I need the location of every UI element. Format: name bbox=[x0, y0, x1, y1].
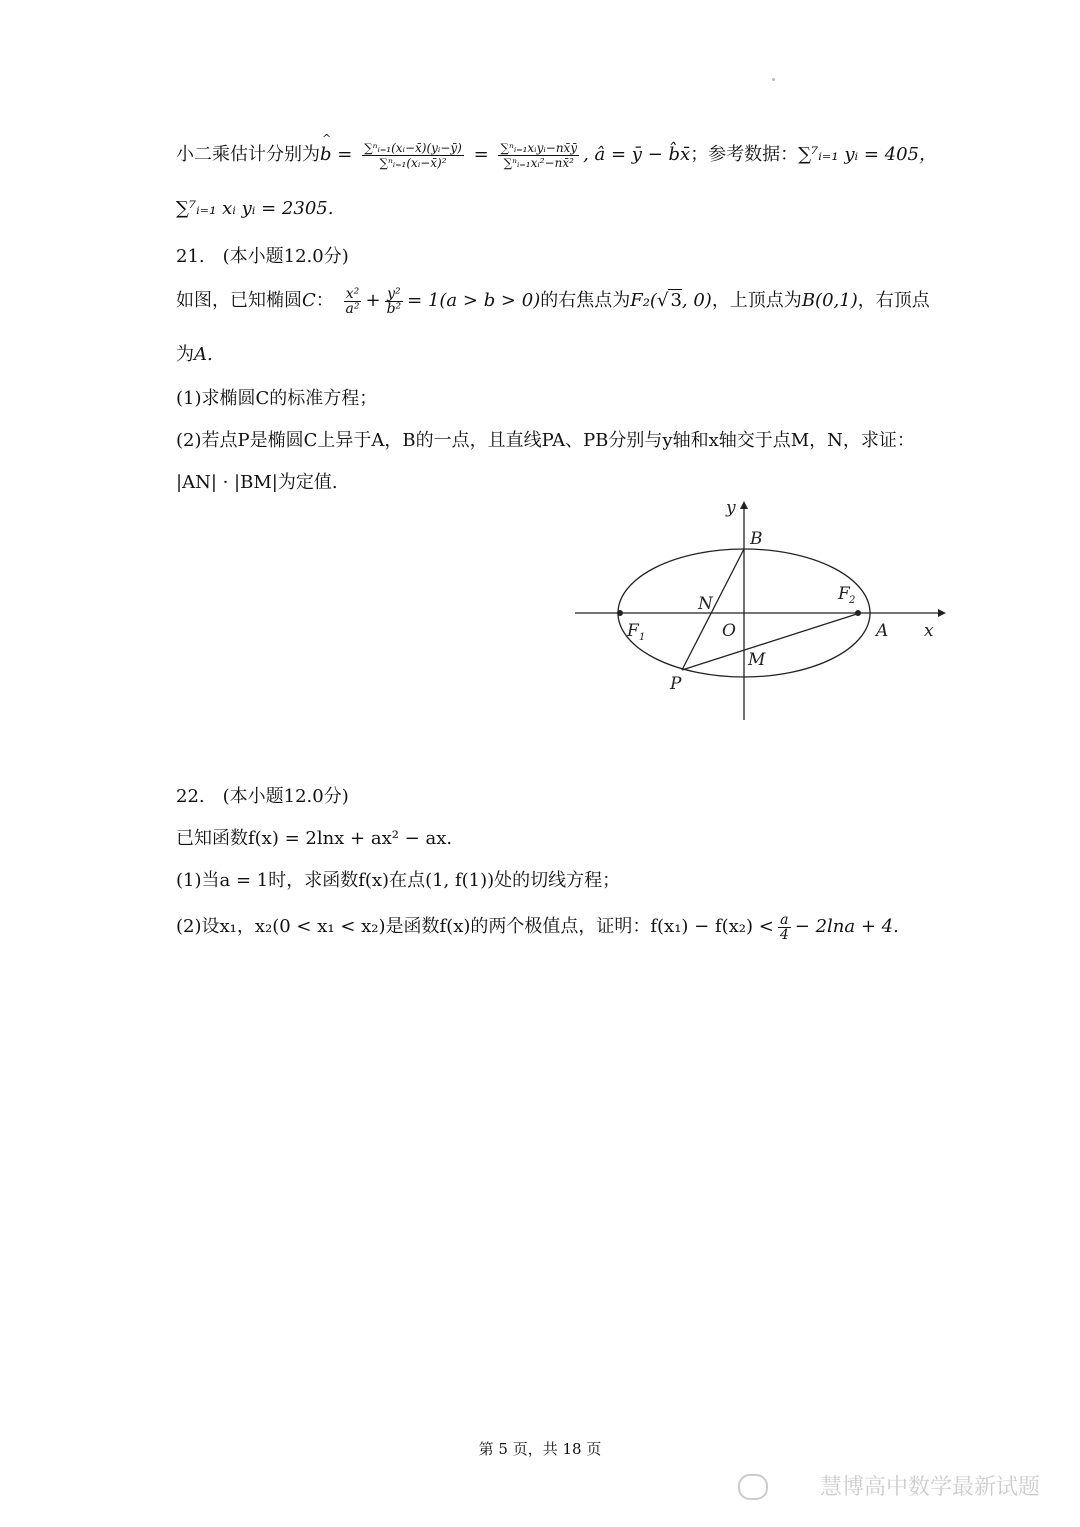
q22-frac-num: a bbox=[778, 913, 791, 928]
reference-sum-y: ∑⁷ᵢ₌₁ yᵢ = 405， bbox=[798, 144, 937, 165]
b-hat: ^ b bbox=[320, 144, 332, 165]
equals-1: = bbox=[337, 144, 353, 165]
y-axis-arrow bbox=[740, 501, 748, 509]
q22-frac bbox=[778, 913, 791, 942]
reference-label: ；参考数据： bbox=[690, 144, 799, 165]
q21-part2a: (2)若点P是椭圆C上异于A，B的一点，且直线PA、PB分别与y轴和x轴交于点M，N，求证： bbox=[176, 430, 915, 451]
q21-plus: + bbox=[365, 290, 381, 311]
label-N: N bbox=[698, 594, 713, 614]
focus-F2-dot bbox=[855, 610, 861, 616]
fraction-1-denominator: ∑ⁿᵢ₌₁(xᵢ−x̄)² bbox=[379, 155, 447, 170]
label-y: y bbox=[726, 498, 736, 518]
q21-stem-d: ，右顶点 bbox=[857, 290, 930, 311]
q22-stem: 已知函数f(x) = 2lnx + ax² − ax. bbox=[176, 828, 453, 849]
q21-part1: (1)求椭圆C的标准方程； bbox=[176, 388, 378, 409]
q21-frac-y-den: b² bbox=[386, 300, 402, 317]
q21-F2-end: , 0) bbox=[681, 290, 712, 311]
label-P: P bbox=[670, 674, 682, 694]
x-axis-arrow bbox=[938, 609, 946, 617]
fraction-1 bbox=[362, 141, 464, 170]
label-F1-sub: 1 bbox=[639, 632, 646, 643]
page-footer: 第 5 页，共 18 页 bbox=[478, 1440, 602, 1458]
q21-frac-x-den: a² bbox=[345, 300, 360, 317]
label-F2: F bbox=[838, 584, 850, 604]
q21-stem-line2 bbox=[176, 340, 213, 366]
q21-frac-y-num: y² bbox=[385, 287, 404, 302]
q21-sqrt3: 3 bbox=[670, 290, 682, 311]
q21-stem-a: 如图，已知椭圆 bbox=[176, 290, 302, 311]
fraction-1-numerator: ∑ⁿᵢ₌₁(xᵢ−x̄)(yᵢ−ȳ) bbox=[364, 140, 462, 155]
fraction-2 bbox=[498, 141, 579, 170]
label-M: M bbox=[748, 650, 766, 670]
q21-frac-y bbox=[385, 287, 404, 316]
q21-colon: ： bbox=[315, 290, 334, 311]
q21-C: C bbox=[302, 290, 316, 311]
q21-part2b: |AN| · |BM|为定值. bbox=[176, 472, 338, 493]
q21-stem-b: 的右焦点为 bbox=[540, 290, 631, 311]
label-B: B bbox=[750, 529, 763, 549]
q21-stem-line1: 如图，已知椭圆C： $\frac{\text{x²}}{\text{a²}}$ + $\frac{\text{y²}}{\text{b²}}$ = 1(a > b > 0)的右焦点为F₂(√ 3, 0)，上顶点为B(0,1)，右顶点 bbox=[176, 285, 930, 317]
label-A: A bbox=[876, 621, 889, 641]
q22-part2-post: − 2lna + 4. bbox=[794, 916, 899, 937]
q22-header: 22. (本小题12.0分) bbox=[176, 786, 349, 807]
q21-F2: F₂( bbox=[630, 290, 657, 311]
equals-2: = bbox=[473, 144, 489, 165]
q21-B: B(0,1) bbox=[801, 290, 858, 311]
watermark: 慧博高中数学最新试题 bbox=[819, 1475, 1040, 1500]
q21-frac-x-num: x² bbox=[344, 287, 362, 302]
stray-dot bbox=[772, 78, 775, 81]
ellipse-figure bbox=[570, 495, 950, 725]
line-PB bbox=[682, 549, 744, 670]
fraction-2-denominator: ∑ⁿᵢ₌₁xᵢ²−nx̄² bbox=[503, 155, 574, 170]
a-hat-expression: , â = ȳ − b̂x̄ bbox=[583, 144, 691, 165]
q21-stem-c: ，上顶点为 bbox=[711, 290, 802, 311]
q22-frac-den: 4 bbox=[779, 926, 789, 943]
q22-part1: (1)当a = 1时，求函数f(x)在点(1, f(1))处的切线方程； bbox=[176, 870, 621, 891]
reference-sum-xy: ∑⁷ᵢ₌₁ xᵢ yᵢ = 2305. bbox=[176, 198, 334, 219]
q21-frac-x bbox=[344, 287, 362, 316]
formula-prefix: 小二乘估计分别为 bbox=[176, 144, 320, 165]
label-O: O bbox=[722, 621, 736, 641]
q21-A: A. bbox=[194, 344, 213, 365]
q22-part2 bbox=[176, 912, 899, 942]
least-squares-formula bbox=[176, 140, 937, 170]
q22-part2-pre: (2)设x₁，x₂(0 < x₁ < x₂)是函数f(x)的两个极值点，证明：f(x₁) − f(x₂) < bbox=[176, 916, 774, 937]
q21-eq: = 1(a > b > 0) bbox=[407, 290, 541, 311]
wechat-icon bbox=[738, 1474, 768, 1500]
label-x: x bbox=[924, 621, 934, 641]
label-F2-sub: 2 bbox=[849, 595, 856, 606]
focus-F1-dot bbox=[617, 610, 623, 616]
q21-header: 21. (本小题12.0分) bbox=[176, 246, 349, 267]
q21-stem-e: 为 bbox=[176, 344, 194, 365]
line-PA bbox=[682, 613, 860, 670]
fraction-2-numerator: ∑ⁿᵢ₌₁xᵢyᵢ−nx̄ȳ bbox=[500, 140, 578, 155]
label-F1: F bbox=[627, 621, 639, 641]
